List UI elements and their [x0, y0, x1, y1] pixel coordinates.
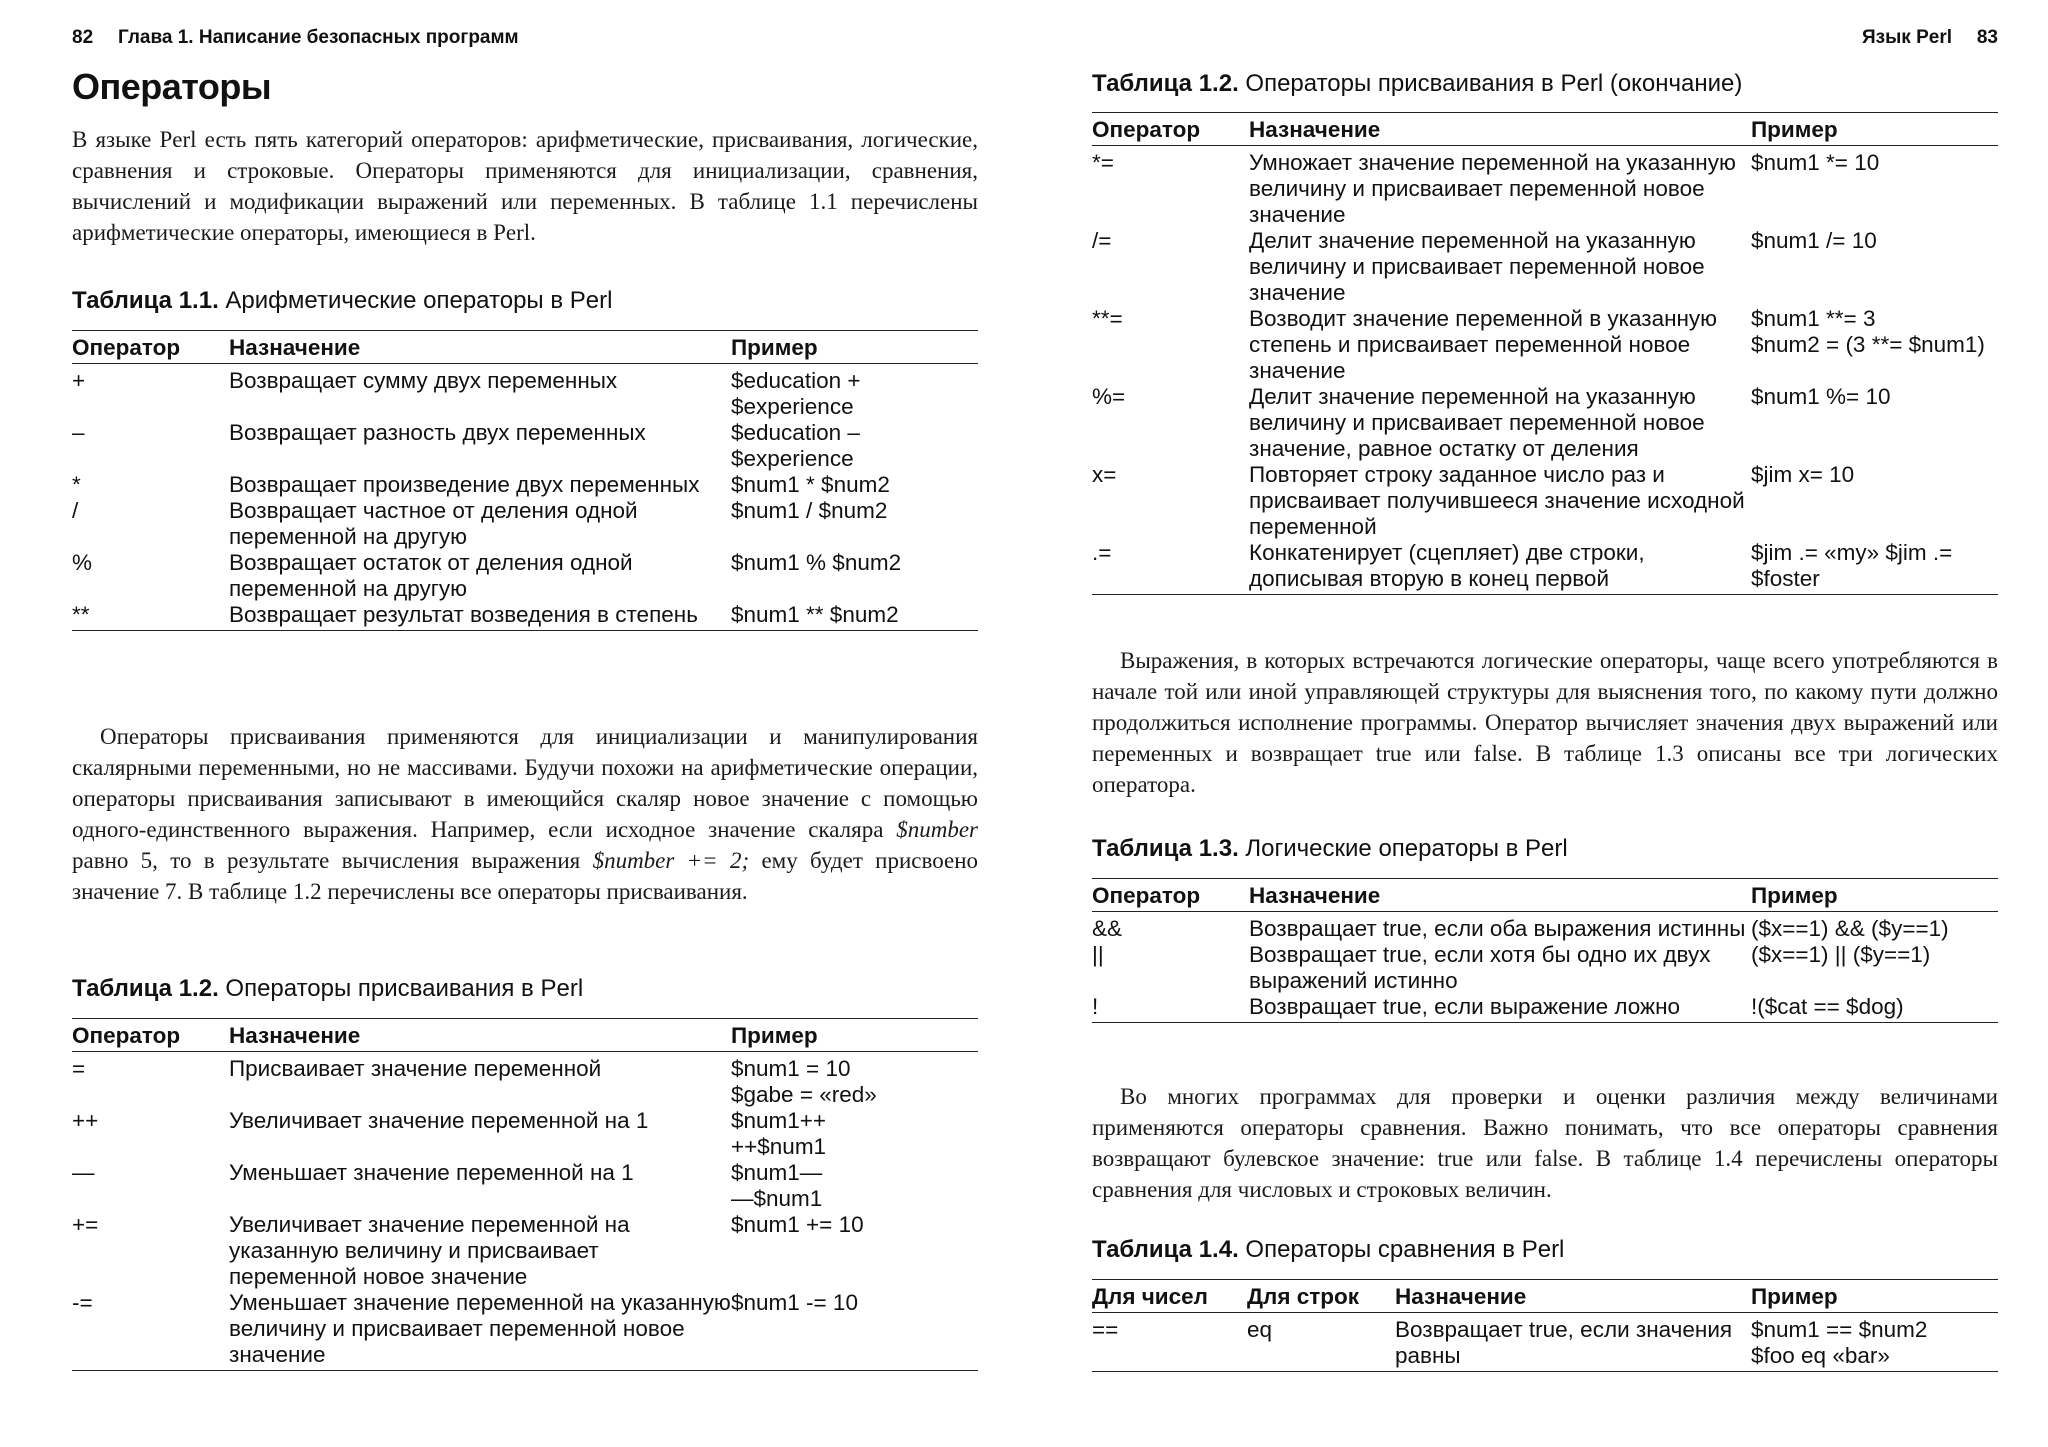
table-row [1092, 146, 1998, 229]
operator-cell: .= [1092, 540, 1112, 565]
column-header: Назначение [1249, 113, 1751, 146]
table-1-2-end-caption [1092, 70, 1742, 98]
example-line: $num1 %= 10 [1751, 384, 1891, 409]
table-row [1092, 228, 1998, 306]
description-cell: Конкатенирует (сцепляет) две строки, дописывая вторую в конец первой [1249, 540, 1645, 591]
description-cell: Возвращает true, если выражение ложно [1249, 994, 1681, 1019]
description-cell: Делит значение переменной на указанную величину и присваивает переменной новое значение [1249, 228, 1705, 305]
example-cell: $num1 / $num2 [731, 498, 888, 523]
column-header: Оператор [1092, 113, 1249, 146]
table-1-3 [1092, 878, 1998, 1023]
running-title: Язык Perl [1861, 27, 1952, 48]
example-line: $num1 -= 10 [731, 1290, 858, 1315]
table-1-2-end [1092, 112, 1998, 595]
description-cell: Возвращает сумму двух переменных [229, 368, 618, 393]
paragraph-text: ему будет присвоено значение 7. В таблице 1.2 перечислены все операторы присваивания. [72, 848, 979, 904]
operator-cell: ** [72, 602, 90, 627]
table-row [1092, 540, 1998, 595]
table-row [72, 472, 978, 498]
table-label: Таблица 1.3. [1092, 835, 1239, 862]
table-row [72, 498, 978, 550]
table-caption-text: Операторы присваивания в Perl [225, 975, 584, 1002]
description-cell: Возвращает результат возведения в степень [229, 602, 698, 627]
description-cell: Присваивает значение переменной [229, 1056, 602, 1081]
example-line: $num1 == $num2 [1751, 1317, 1928, 1342]
column-header: Назначение [1395, 1280, 1751, 1313]
description-cell: Возвращает остаток от деления одной переменной на другую [229, 550, 633, 601]
operator-cell: = [72, 1056, 86, 1081]
example-line: $num1 += 10 [731, 1212, 864, 1237]
example-cell: ($x==1) && ($y==1) [1751, 916, 1949, 941]
example-cell [731, 1052, 978, 1109]
description-cell: Возвращает произведение двух переменных [229, 472, 700, 497]
operator-cell: / [72, 498, 79, 523]
table-label: Таблица 1.2. [1092, 70, 1239, 97]
table-caption-text: Логические операторы в Perl [1245, 835, 1568, 862]
left-page [72, 0, 978, 1447]
table-row [1092, 994, 1998, 1023]
example-line: ++$num1 [731, 1134, 827, 1159]
table-row [1092, 912, 1998, 943]
description-cell: Возвращает true, если значения равны [1395, 1317, 1733, 1368]
description-cell: Увеличивает значение переменной на 1 [229, 1108, 649, 1133]
example-cell [731, 1108, 978, 1160]
operator-cell: *= [1092, 150, 1114, 175]
table-row [72, 602, 978, 631]
example-line: $num1— [731, 1160, 823, 1185]
assignment-paragraph [72, 721, 978, 907]
running-head [1092, 27, 1998, 57]
operator-cell: ++ [72, 1108, 99, 1133]
description-cell: Уменьшает значение переменной на 1 [229, 1160, 634, 1185]
table-caption-text: Операторы присваивания в Perl (окончание) [1245, 70, 1743, 97]
example-line: $num1++ [731, 1108, 827, 1133]
string-operator-cell: eq [1247, 1317, 1273, 1342]
column-header: Назначение [1249, 879, 1751, 912]
operator-cell: % [72, 550, 93, 575]
description-cell: Увеличивает значение переменной на указанную величину и присваивает переменной новое значение [229, 1212, 630, 1289]
example-line: $foo eq «bar» [1751, 1343, 1890, 1368]
operator-cell: ! [1092, 994, 1099, 1019]
example-cell: ($x==1) || ($y==1) [1751, 942, 1931, 967]
running-title: Глава 1. Написание безопасных программ [118, 27, 519, 48]
example-line: $jim x= 10 [1751, 462, 1855, 487]
example-line: $num1 /= 10 [1751, 228, 1877, 253]
number-operator-cell: == [1092, 1317, 1119, 1342]
operator-cell: — [72, 1160, 95, 1185]
table-1-3-caption [1092, 835, 1568, 863]
column-header: Для строк [1247, 1280, 1395, 1313]
column-header: Оператор [72, 1019, 229, 1052]
column-header: Для чисел [1092, 1280, 1247, 1313]
operator-cell: x= [1092, 462, 1117, 487]
logical-paragraph: Выражения, в которых встречаются логические операторы, чаще всего употребляются в начале той или иной управляющей структуры для выяснения того, по какому пути должно продолжиться исполнение программы. Оператор вычисляет значения двух выражений или переменных и возвращает true или false. В таблице 1.3 описаны все три логических оператора. [1092, 648, 1998, 797]
example-cell [1751, 384, 1998, 462]
table-row [1092, 1313, 1998, 1372]
table-row [1092, 942, 1998, 994]
description-cell: Возвращает true, если оба выражения истинны [1249, 916, 1746, 941]
column-header: Назначение [229, 331, 731, 364]
table-1-4-caption [1092, 1236, 1564, 1264]
example-line: $num1 *= 10 [1751, 150, 1880, 175]
running-head [72, 27, 978, 57]
paragraph-text: равно 5, то в результате вычисления выражения [72, 848, 593, 873]
table-row [72, 550, 978, 602]
right-page [1092, 0, 1998, 1447]
column-header: Оператор [1092, 879, 1249, 912]
intro-paragraph: В языке Perl есть пять категорий операторов: арифметические, присваивания, логические, сравнения и строковые. Операторы применяются для инициализации, сравнения, вычислений и модификации выражений или переменных. В таблице 1.1 перечислены арифметические операторы, имеющиеся в Perl. [72, 127, 978, 245]
column-header: Пример [1751, 113, 1998, 146]
page-number: 82 [72, 27, 94, 48]
operator-cell: && [1092, 916, 1123, 941]
table-row [72, 1212, 978, 1290]
table-row [72, 1052, 978, 1109]
example-cell [1751, 228, 1998, 306]
operator-cell: += [72, 1212, 99, 1237]
example-cell [1751, 306, 1998, 384]
description-cell: Возвращает true, если хотя бы одно их двух выражений истинно [1249, 942, 1711, 993]
example-cell [731, 1160, 978, 1212]
column-header: Пример [1751, 879, 1998, 912]
table-caption-text: Операторы сравнения в Perl [1245, 1236, 1565, 1263]
example-cell [731, 1290, 978, 1371]
operator-cell: || [1092, 942, 1104, 967]
example-cell: $education – $experience [731, 420, 860, 471]
example-line: $jim .= «my» $jim .= $foster [1751, 540, 1953, 591]
table-row [72, 1290, 978, 1371]
table-row [72, 1160, 978, 1212]
operator-cell: %= [1092, 384, 1126, 409]
variable-name: $number [896, 817, 978, 842]
table-1-1 [72, 330, 978, 631]
description-cell: Возводит значение переменной в указанную степень и присваивает переменной новое значение [1249, 306, 1718, 383]
table-1-4 [1092, 1279, 1998, 1372]
example-line: —$num1 [731, 1186, 823, 1211]
table-row [1092, 306, 1998, 384]
table-label: Таблица 1.4. [1092, 1236, 1239, 1263]
example-cell [1751, 540, 1998, 595]
table-row [1092, 462, 1998, 540]
table-1-2-caption [72, 975, 583, 1003]
table-caption-text: Арифметические операторы в Perl [225, 287, 613, 314]
table-row [72, 420, 978, 472]
description-cell: Умножает значение переменной на указанную величину и присваивает переменной новое значение [1249, 150, 1736, 227]
example-cell: $education + $experience [731, 368, 861, 419]
table-label: Таблица 1.2. [72, 975, 219, 1002]
operator-cell: * [72, 472, 81, 497]
column-header: Пример [1751, 1280, 1998, 1313]
page-number: 83 [1976, 27, 1998, 48]
description-cell: Возвращает разность двух переменных [229, 420, 646, 445]
table-1-2 [72, 1018, 978, 1371]
description-cell: Делит значение переменной на указанную величину и присваивает переменной новое значение, равное остатку от деления [1249, 384, 1705, 461]
example-cell: $num1 ** $num2 [731, 602, 899, 627]
table-row [1092, 384, 1998, 462]
description-cell: Уменьшает значение переменной на указанную величину и присваивает переменной новое значение [229, 1290, 731, 1367]
column-header: Назначение [229, 1019, 731, 1052]
example-cell: $num1 % $num2 [731, 550, 902, 575]
description-cell: Возвращает частное от деления одной переменной на другую [229, 498, 638, 549]
operator-cell: **= [1092, 306, 1123, 331]
code-expression: $number += 2; [592, 848, 750, 873]
description-cell: Повторяет строку заданное число раз и присваивает получившееся значение исходной переменной [1249, 462, 1745, 539]
operator-cell: – [72, 420, 85, 445]
example-line: $num1 = 10 [731, 1056, 851, 1081]
operator-cell: -= [72, 1290, 93, 1315]
operator-cell: + [72, 368, 86, 393]
example-cell: !($cat == $dog) [1751, 994, 1904, 1019]
column-header: Пример [731, 331, 978, 364]
section-title: Операторы [72, 66, 272, 107]
example-cell [1751, 146, 1998, 229]
example-line: $num2 = (3 **= $num1) [1751, 332, 1985, 357]
example-cell [731, 1212, 978, 1290]
column-header: Пример [731, 1019, 978, 1052]
table-1-1-caption [72, 287, 612, 315]
example-cell: $num1 * $num2 [731, 472, 890, 497]
table-row [72, 364, 978, 421]
paragraph-text: Операторы присваивания применяются для инициализации и манипулирования скалярными переменными, но не массивами. Будучи похожи на арифметические операции, операторы присваивания записывают в имеющийся скаляр новое значение с помощью одного-единственного выражения. Например, если исходное значение скаляра [72, 724, 978, 842]
column-header: Оператор [72, 331, 229, 364]
operator-cell: /= [1092, 228, 1112, 253]
table-row [72, 1108, 978, 1160]
table-label: Таблица 1.1. [72, 287, 219, 314]
example-cell [1751, 462, 1998, 540]
comparison-paragraph: Во многих программах для проверки и оценки различия между величинами применяются операторы сравнения. Важно понимать, что все операторы сравнения возвращают булевское значение: true или false. В таблице 1.4 перечислены операторы сравнения для числовых и строковых величин. [1092, 1084, 1998, 1202]
example-cell [1751, 1313, 1998, 1372]
example-line: $num1 **= 3 [1751, 306, 1876, 331]
example-line: $gabe = «red» [731, 1082, 877, 1107]
